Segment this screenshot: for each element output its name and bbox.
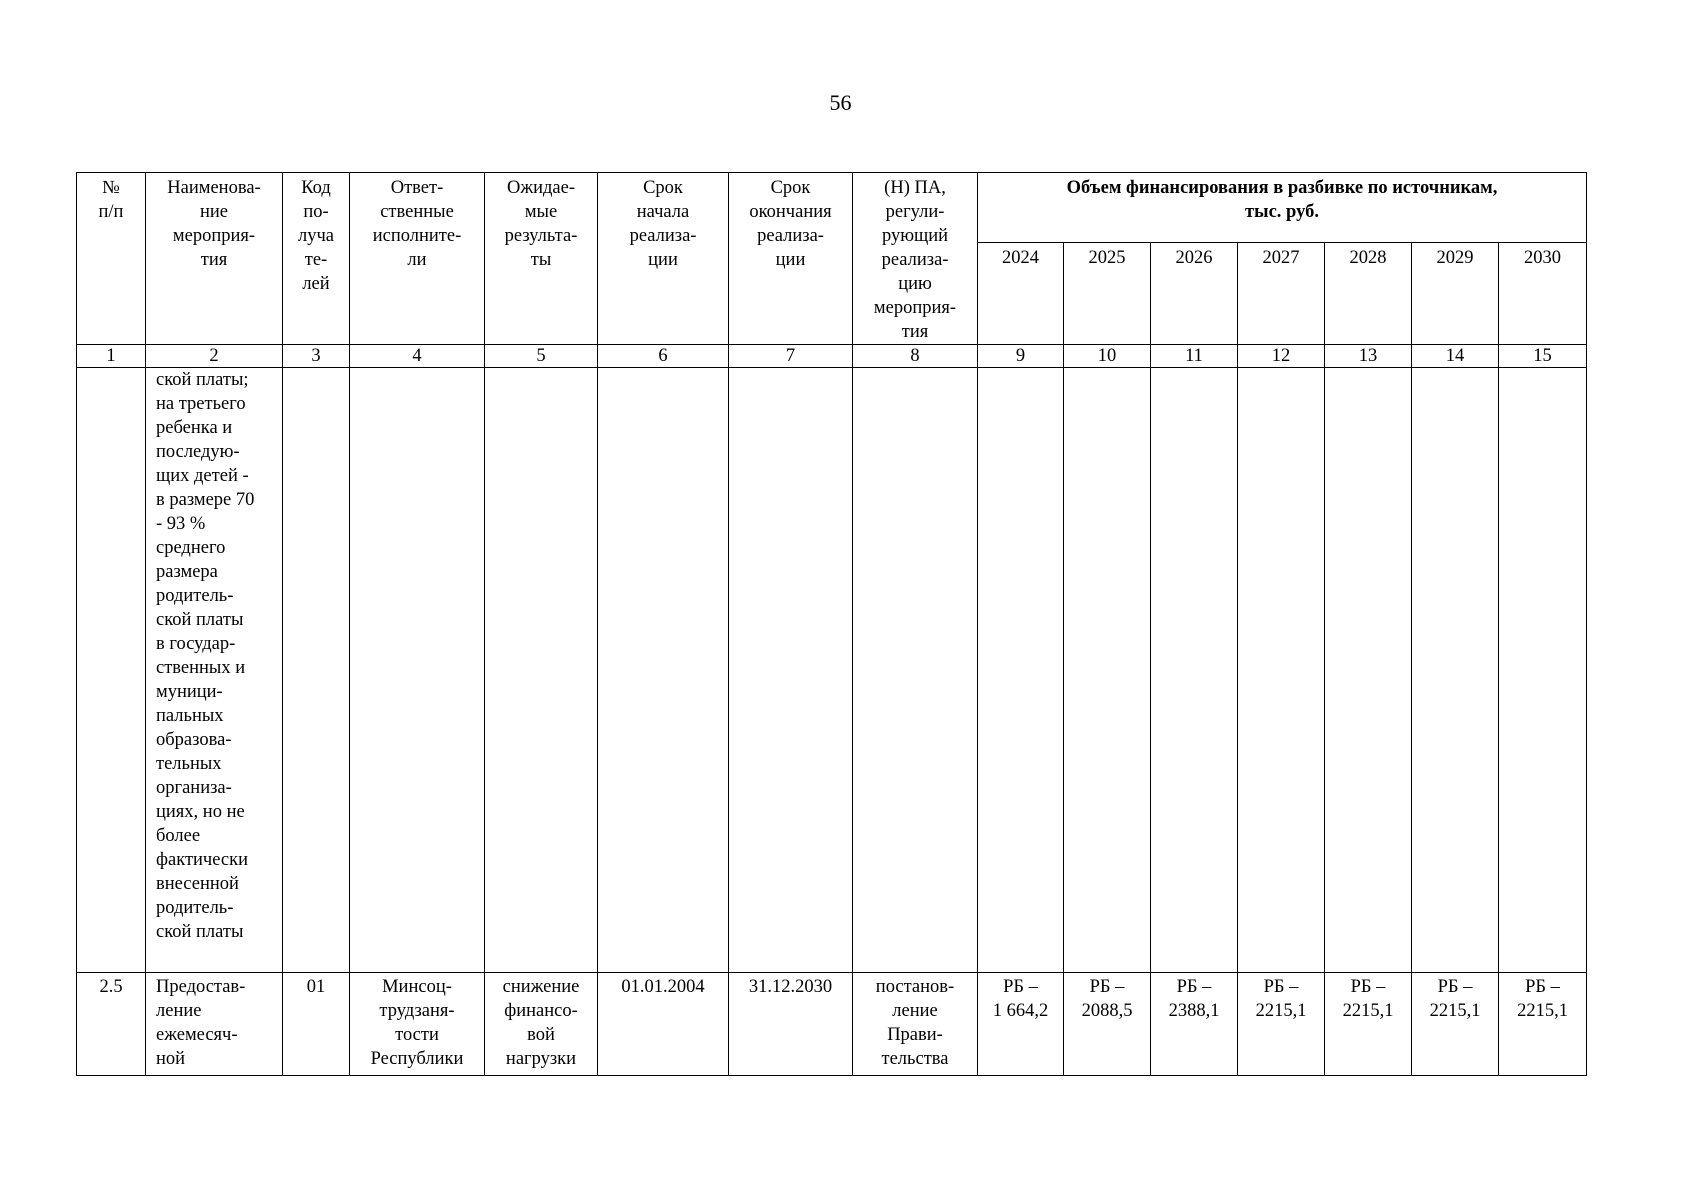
funding-cell-2027: РБ – 2215,1	[1238, 973, 1325, 1076]
empty-cell	[1499, 368, 1587, 973]
year-cell: 2028	[1325, 243, 1412, 345]
empty-cell	[1151, 368, 1238, 973]
column-number: 6	[598, 345, 729, 368]
header-name: Наименова- ние мероприя- тия	[146, 173, 283, 345]
header-results: Ожидае- мые результа- ты	[485, 173, 598, 345]
row-npa-cell: постанов- ление Прави- тельства	[853, 973, 978, 1076]
column-number: 2	[146, 345, 283, 368]
column-number: 12	[1238, 345, 1325, 368]
column-number: 13	[1325, 345, 1412, 368]
funding-cell-2025: РБ – 2088,5	[1064, 973, 1151, 1076]
row-responsible-cell: Минсоц- трудзаня- тости Республики	[350, 973, 485, 1076]
empty-cell	[1412, 368, 1499, 973]
column-number: 10	[1064, 345, 1151, 368]
year-cell: 2029	[1412, 243, 1499, 345]
column-number: 4	[350, 345, 485, 368]
column-number: 3	[283, 345, 350, 368]
column-number: 8	[853, 345, 978, 368]
empty-cell	[729, 368, 853, 973]
empty-cell	[77, 368, 146, 973]
empty-cell	[853, 368, 978, 973]
funding-table	[76, 172, 1587, 1076]
row-name-cell: Предостав- ление ежемесяч- ной	[146, 973, 283, 1076]
empty-cell	[485, 368, 598, 973]
empty-cell	[978, 368, 1064, 973]
year-cell: 2024	[978, 243, 1064, 345]
empty-cell	[1238, 368, 1325, 973]
year-cell: 2027	[1238, 243, 1325, 345]
funding-cell-2030: РБ – 2215,1	[1499, 973, 1587, 1076]
header-start: Срок начала реализа- ции	[598, 173, 729, 345]
table-row-continuation	[77, 368, 1587, 973]
row-end-cell: 31.12.2030	[729, 973, 853, 1076]
column-number: 1	[77, 345, 146, 368]
header-funding: Объем финансирования в разбивке по источникам, тыс. руб.	[978, 173, 1587, 243]
row-number-cell: 2.5	[77, 973, 146, 1076]
empty-cell	[598, 368, 729, 973]
funding-cell-2024: РБ – 1 664,2	[978, 973, 1064, 1076]
row-code-cell: 01	[283, 973, 350, 1076]
header-no: № п/п	[77, 173, 146, 345]
column-number-row	[77, 345, 1587, 368]
page-number: 56	[829, 90, 852, 115]
year-cell: 2025	[1064, 243, 1151, 345]
column-number: 9	[978, 345, 1064, 368]
row-start-cell: 01.01.2004	[598, 973, 729, 1076]
funding-cell-2029: РБ – 2215,1	[1412, 973, 1499, 1076]
empty-cell	[1064, 368, 1151, 973]
continuation-name-cell: ской платы; на третьего ребенка и последую- щих детей - в размере 70 - 93 % среднего размера родитель- ской платы в государ- ственных и муници- пальных образова- тельных организа- циях, но не более фактически внесенной родитель- ской платы	[146, 368, 283, 973]
empty-cell	[350, 368, 485, 973]
funding-cell-2028: РБ – 2215,1	[1325, 973, 1412, 1076]
column-number: 15	[1499, 345, 1587, 368]
year-cell: 2030	[1499, 243, 1587, 345]
column-number: 7	[729, 345, 853, 368]
header-responsible: Ответ- ственные исполните- ли	[350, 173, 485, 345]
empty-cell	[1325, 368, 1412, 973]
empty-cell	[283, 368, 350, 973]
column-number: 11	[1151, 345, 1238, 368]
header-end: Срок окончания реализа- ции	[729, 173, 853, 345]
table-row-2-5	[77, 973, 1587, 1076]
header-code: Код по- луча те- лей	[283, 173, 350, 345]
column-number: 14	[1412, 345, 1499, 368]
row-results-cell: снижение финансо- вой нагрузки	[485, 973, 598, 1076]
header-row	[77, 173, 1587, 243]
column-number: 5	[485, 345, 598, 368]
funding-cell-2026: РБ – 2388,1	[1151, 973, 1238, 1076]
year-cell: 2026	[1151, 243, 1238, 345]
header-npa: (Н) ПА, регули- рующий реализа- цию мероприя- тия	[853, 173, 978, 345]
